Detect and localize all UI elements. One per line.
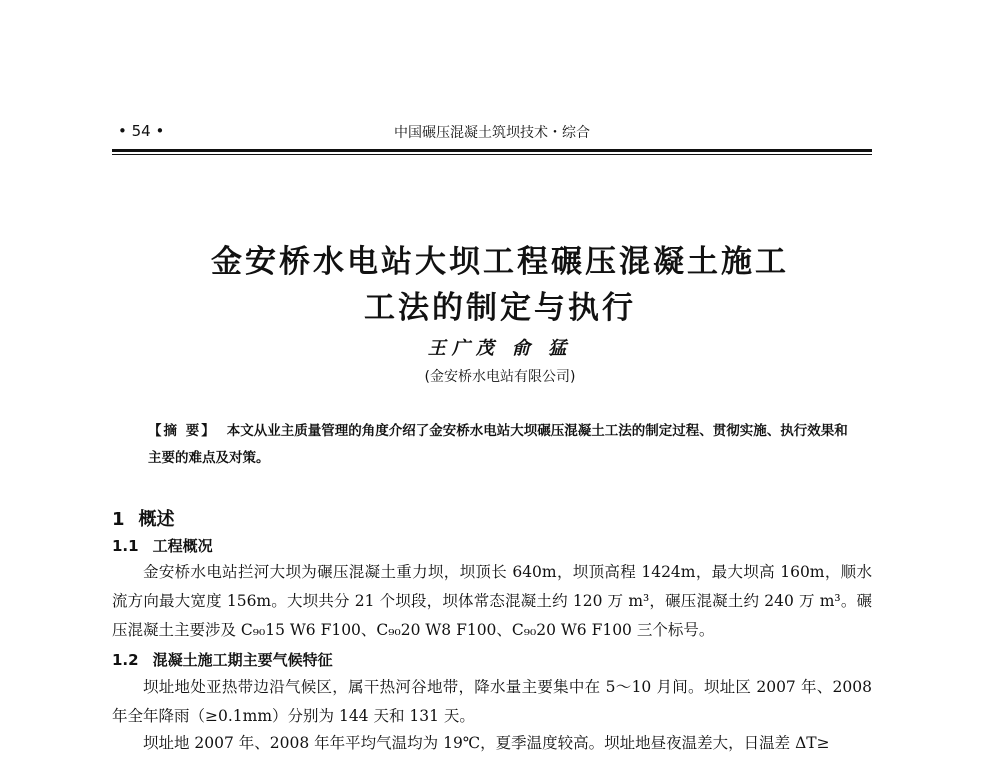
abstract-text: 本文从业主质量管理的角度介绍了金安桥水电站大坝碾压混凝土工法的制定过程、贯彻实施、执行效果和主要的难点及对策。	[148, 423, 848, 466]
section-title: 概述	[138, 509, 175, 530]
journal-name: 中国碾压混凝土筑坝技术・综合	[394, 125, 590, 141]
author-list: 王广茂 俞 猛	[427, 338, 573, 359]
subsection-number: 1.1	[112, 537, 139, 555]
running-header	[112, 122, 872, 144]
abstract-label: 【摘 要】	[148, 423, 217, 439]
paragraph-climate-rainfall: 坝址地处亚热带边沿气候区，属干热河谷地带，降水量主要集中在 5～10 月间。坝址区 2007 年、2008 年全年降雨（≥0.1mm）分别为 144 天和 131 天。	[112, 678, 872, 725]
article-title-line-2: 工法的制定与执行	[364, 290, 636, 326]
page-number: • 54 •	[118, 122, 165, 140]
section-heading-1-1	[112, 535, 213, 556]
header-rule-thick	[112, 149, 872, 152]
paragraph-climate-temperature: 坝址地 2007 年、2008 年年平均气温均为 19℃，夏季温度较高。坝址地昼夜温差大，日温差 ΔT≥	[143, 734, 830, 752]
subsection-number: 1.2	[112, 651, 139, 669]
paragraph-project-overview: 金安桥水电站拦河大坝为碾压混凝土重力坝，坝顶长 640m，坝顶高程 1424m，最大坝高 160m，顺水流方向最大宽度 156m。大坝共分 21 个坝段，坝体常态混凝土约 120 万 m³，碾压混凝土约 240 万 m³。碾压混凝土主要涉及 C₉₀15 W6 F100、C₉₀20 W8 F100、C₉₀20 W6 F100 三个标号。	[112, 563, 872, 639]
affiliation: (金安桥水电站有限公司)	[424, 369, 576, 385]
section-heading-1-2	[112, 649, 333, 670]
header-rule-thin	[112, 154, 872, 155]
section-heading-1	[112, 505, 175, 531]
abstract	[148, 418, 854, 472]
section-number: 1	[112, 509, 125, 530]
subsection-title: 混凝土施工期主要气候特征	[152, 651, 333, 669]
subsection-title: 工程概况	[152, 537, 213, 555]
article-title-line-1: 金安桥水电站大坝工程碾压混凝土施工	[211, 244, 789, 280]
